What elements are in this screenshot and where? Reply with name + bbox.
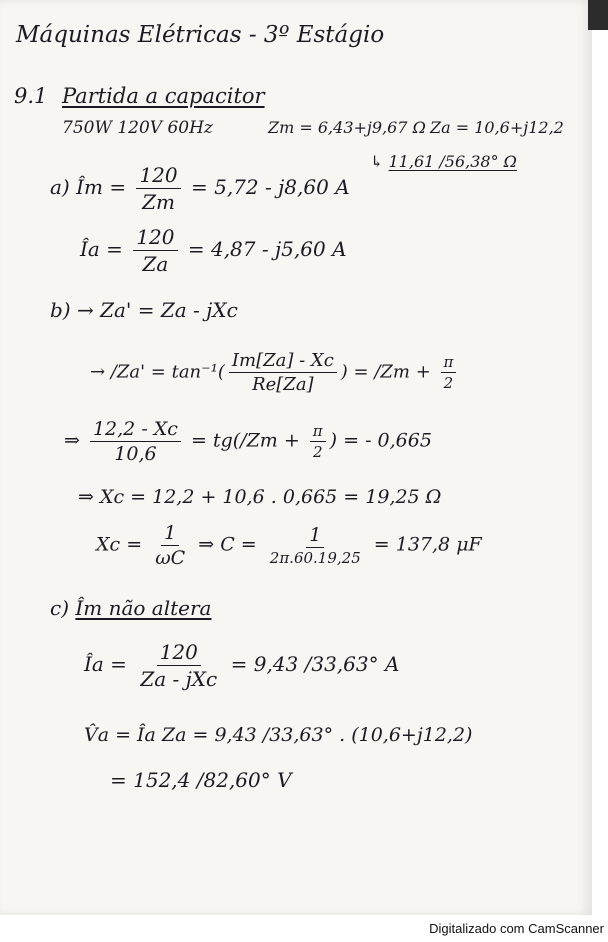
problem-params: 750W 120V 60Hz xyxy=(62,118,213,138)
part-b-line2 xyxy=(90,350,460,395)
b-line3-num: 12,2 - Xc xyxy=(90,418,181,442)
b-line3-fraction xyxy=(90,418,181,465)
b-line5-lhs: Xc = xyxy=(96,533,143,556)
b-line3-lhs: ⇒ xyxy=(64,429,80,452)
b-line5-den2: 2π.60.19,25 xyxy=(269,549,361,567)
b-line2-lhs: → /Za' = tan⁻¹( xyxy=(90,361,225,383)
b-line5-num2: 1 xyxy=(306,524,324,548)
pi-den: 2 xyxy=(443,374,454,392)
c-va-result: = 152,4 /82,60° V xyxy=(110,768,292,792)
ia-fraction xyxy=(133,225,177,276)
b-line3-den: 10,6 xyxy=(114,443,157,465)
part-c-heading xyxy=(50,596,211,620)
c-va-line: V̂a = Îa Za = 9,43 /33,63° . (10,6+j12,2) xyxy=(84,724,473,746)
b-line5-result: = 137,8 μF xyxy=(373,533,482,556)
b-line2-num: Im[Za] - Xc xyxy=(229,350,337,373)
c-ia-lhs: Îa = xyxy=(84,652,127,676)
pi-num-2: π xyxy=(310,422,326,442)
pi-half-fraction xyxy=(441,353,457,392)
part-b-line5 xyxy=(96,522,482,569)
b-line3-end: ) = - 0,665 xyxy=(329,429,432,452)
c-ia-num: 120 xyxy=(157,640,201,666)
b-line3-rhs: = tg(/Zm + xyxy=(191,429,300,452)
zm-polar: ↳ 11,61 /56,38° Ω xyxy=(370,152,517,171)
pi-half-fraction-2 xyxy=(310,422,326,461)
b-line5-mid: ⇒ C = xyxy=(198,533,257,556)
part-c-ia xyxy=(84,640,399,691)
b-line5-num: 1 xyxy=(161,522,179,546)
c-ia-result: = 9,43 /33,63° A xyxy=(230,652,400,676)
problem-heading: Partida a capacitor xyxy=(62,84,265,108)
part-c-label: c) xyxy=(50,596,70,620)
zm-polar-text: 11,61 /56,38° Ω xyxy=(388,152,517,171)
b-line4: ⇒ Xc = 12,2 + 10,6 . 0,665 = 19,25 Ω xyxy=(78,486,442,508)
camscanner-watermark: Digitalizado com CamScanner xyxy=(429,921,604,936)
c-heading: Îm não altera xyxy=(75,596,212,620)
part-a-label: a) xyxy=(50,175,70,199)
za-value: Za = 10,6+j12,2 xyxy=(430,118,564,137)
ia-num: 120 xyxy=(133,225,177,251)
zm-value: Zm = 6,43+j9,67 Ω xyxy=(268,118,426,137)
b-line2-den: Re[Za] xyxy=(252,374,314,395)
part-a-im xyxy=(50,163,350,214)
im-fraction xyxy=(136,163,180,214)
im-lhs: Îm = xyxy=(76,175,127,199)
b-line2-rhs: ) = /Zm + xyxy=(340,361,431,383)
pi-num: π xyxy=(441,353,457,373)
ia-den: Za xyxy=(142,252,169,276)
ia-result: = 4,87 - j5,60 A xyxy=(187,237,347,261)
b-line5-den: ωC xyxy=(155,547,186,569)
ia-lhs: Îa = xyxy=(80,237,123,261)
c-ia-fraction xyxy=(137,640,220,691)
page-title: Máquinas Elétricas - 3º Estágio xyxy=(16,22,385,48)
im-den: Zm xyxy=(142,190,175,214)
pi-den-2: 2 xyxy=(312,443,323,461)
b-line2-fraction xyxy=(229,350,337,395)
b-line5-fraction xyxy=(152,522,188,569)
b-line5-fraction-2 xyxy=(267,524,364,567)
problem-number: 9.1 xyxy=(14,84,48,108)
scan-edge xyxy=(588,0,608,30)
c-ia-den: Za - jXc xyxy=(140,667,218,691)
part-b-line1 xyxy=(50,298,238,322)
part-a-ia xyxy=(80,225,347,276)
im-result: = 5,72 - j8,60 A xyxy=(190,175,350,199)
im-num: 120 xyxy=(136,163,180,189)
part-b-line3 xyxy=(64,418,432,465)
b-line1: → Za' = Za - jXc xyxy=(76,298,238,322)
part-b-label: b) xyxy=(50,298,71,322)
